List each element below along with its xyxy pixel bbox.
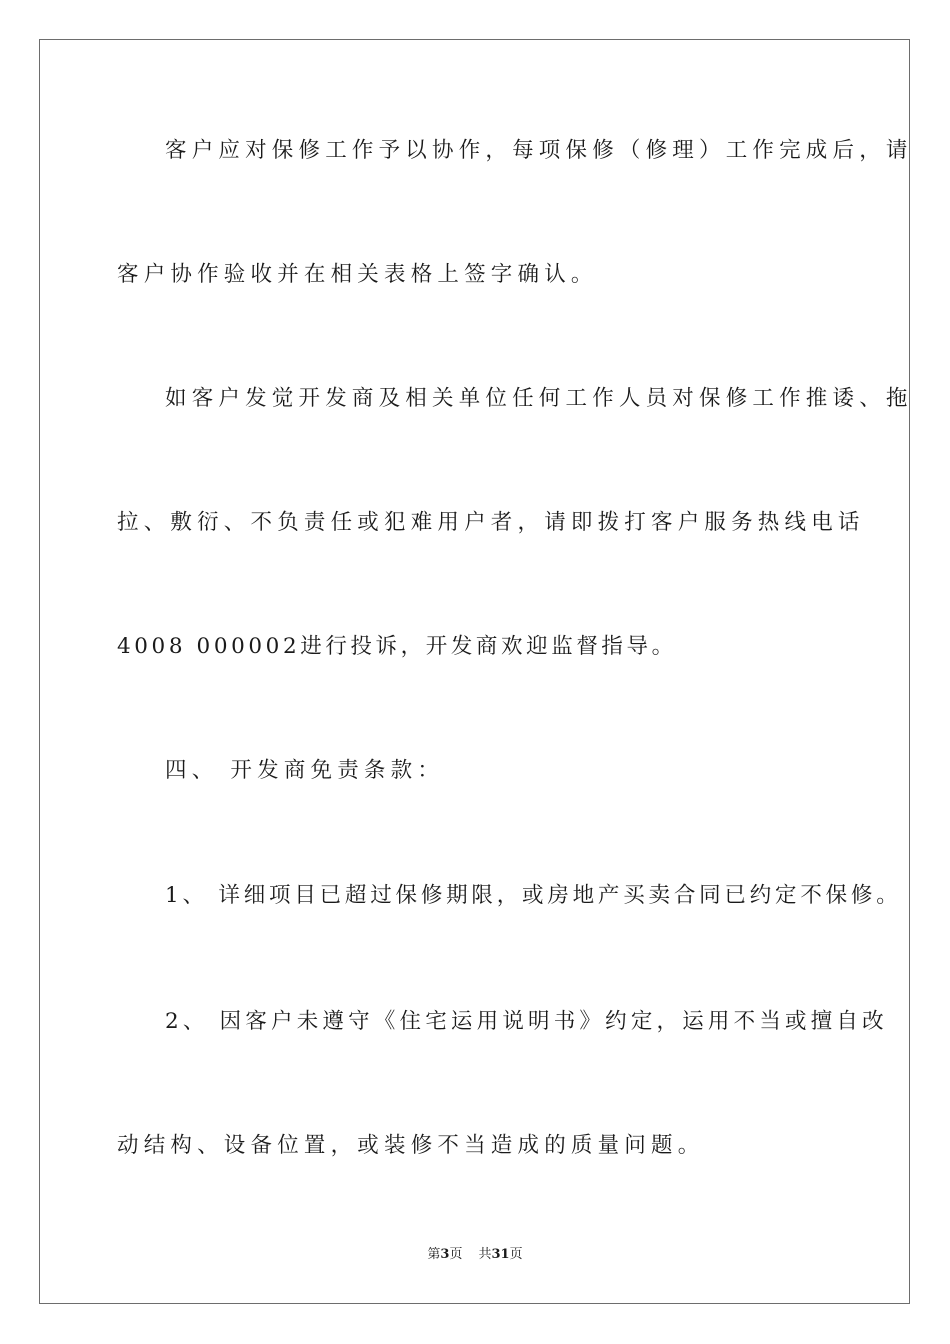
page-footer: [0, 1246, 950, 1264]
footer-page-number: 3: [440, 1247, 450, 1262]
section-heading: 四、 开发商免责条款：: [165, 758, 445, 783]
paragraph-line-2: 客户协作验收并在相关表格上签字确认。: [117, 262, 598, 287]
paragraph-line-4: 拉、敷衍、不负责任或犯难用户者，请即拨打客户服务热线电话: [117, 510, 865, 535]
footer-total-suffix: 页: [509, 1247, 523, 1262]
paragraph-line-5: 4008 000002进行投诉，开发商欢迎监督指导。: [117, 634, 677, 659]
footer-total-pages: 31: [491, 1247, 510, 1262]
page-frame: [39, 39, 913, 1304]
footer-page-suffix: 页: [449, 1247, 463, 1262]
paragraph-line-1: 客户应对保修工作予以协作，每项保修（修理）工作完成后，请: [165, 138, 913, 163]
list-item-2-line-1: 2、 因客户未遵守《住宅运用说明书》约定，运用不当或擅自改: [165, 1009, 888, 1034]
footer-page-prefix: 第: [427, 1247, 441, 1262]
list-item-1: 1、 详细项目已超过保修期限，或房地产买卖合同已约定不保修。: [165, 883, 902, 908]
list-item-2-line-2: 动结构、设备位置，或装修不当造成的质量问题。: [117, 1133, 705, 1158]
paragraph-line-3: 如客户发觉开发商及相关单位任何工作人员对保修工作推诿、拖: [165, 386, 913, 411]
footer-total-prefix: 共: [478, 1247, 492, 1262]
